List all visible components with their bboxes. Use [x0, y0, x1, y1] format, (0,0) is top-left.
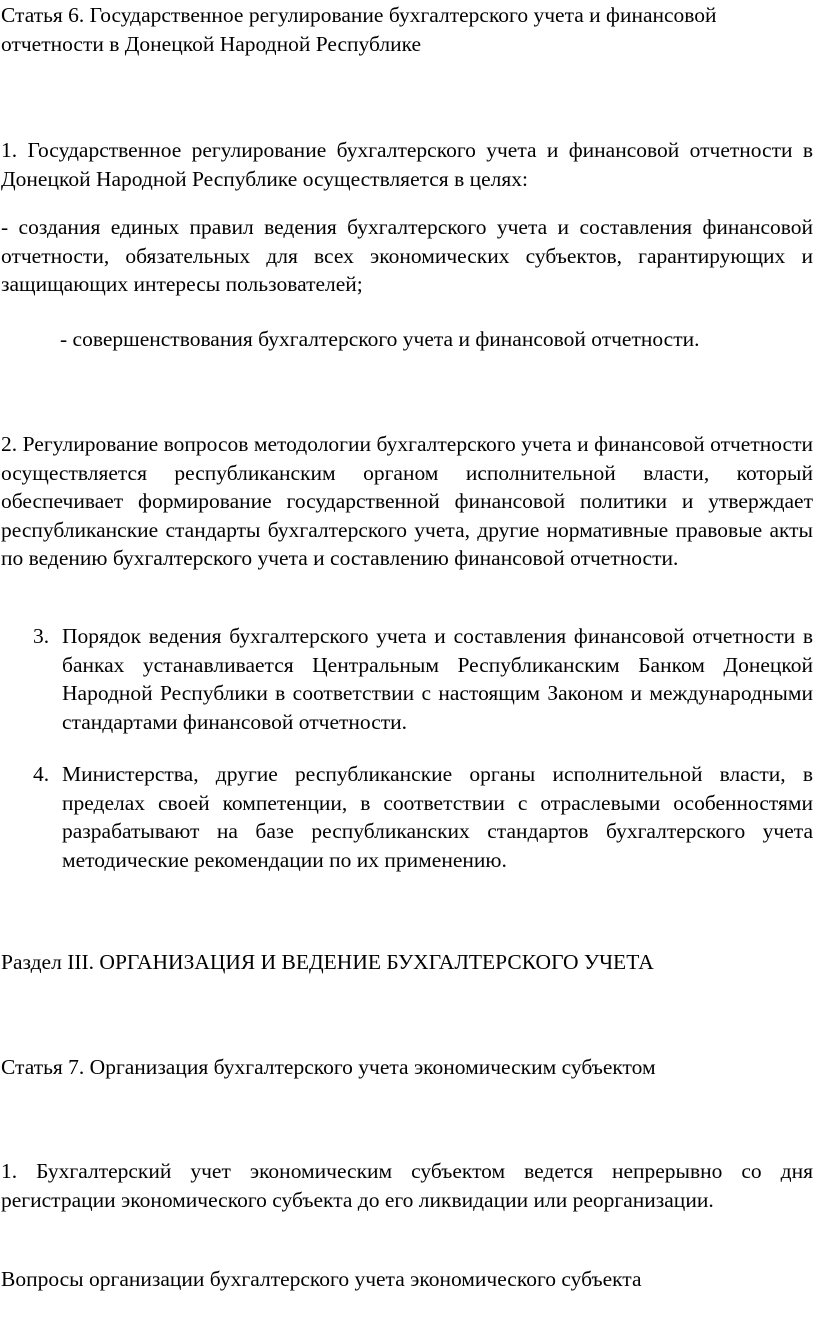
list-item-text: Министерства, другие республиканские органы исполнительной власти, в пределах своей компетенции, в соответствии с отраслевыми особенностями разрабатывают на базе республиканских стандартов бухгалтерского учета методические рекомендации по их применению.: [62, 762, 813, 872]
list-item-text: Порядок ведения бухгалтерского учета и составления финансовой отчетности в банках устанавливается Центральным Республиканским Банком Донецкой Народной Республики в соответствии с настоящим Законом и международными стандартами финансовой отчетности.: [62, 624, 813, 734]
article-7-heading: Статья 7. Организация бухгалтерского учета экономическим субъектом: [1, 1055, 656, 1079]
section-3-heading: Раздел III. ОРГАНИЗАЦИЯ И ВЕДЕНИЕ БУХГАЛТЕРСКОГО УЧЕТА: [1, 950, 654, 974]
article-6-paragraph-2: 2. Регулирование вопросов методологии бухгалтерского учета и финансовой отчетности осуществляется республиканским органом исполнительной власти, который обеспечивает формирование государственной финансовой политики и утверждает республиканские стандарты бухгалтерского учета, другие нормативные правовые акты по ведению бухгалтерского учета и составлению финансовой отчетности.: [1, 432, 813, 570]
article-7-paragraph-1: 1. Бухгалтерский учет экономическим субъектом ведется непрерывно со дня регистрации экономического субъекта до его ликвидации или реорганизации.: [1, 1159, 813, 1212]
article-6-paragraph-3: [0, 622, 813, 736]
article-6-heading: Статья 6. Государственное регулирование бухгалтерского учета и финансовой отчетности в Донецкой Народной Республике: [1, 3, 717, 56]
article-6-paragraph-1: 1. Государственное регулирование бухгалтерского учета и финансовой отчетности в Донецкой Народной Республике осуществляется в целях:: [1, 138, 813, 191]
list-number: 3.: [33, 624, 50, 648]
article-7-paragraph-2: Вопросы организации бухгалтерского учета экономического субъекта: [1, 1267, 642, 1291]
article-6-paragraph-1-dash-item-1: - создания единых правил ведения бухгалтерского учета и составления финансовой отчетности, обязательных для всех экономических субъектов, гарантирующих и защищающих интересы пользователей;: [1, 215, 813, 296]
article-6-paragraph-1-dash-item-2: - совершенствования бухгалтерского учета и финансовой отчетности.: [60, 327, 700, 351]
list-number: 4.: [33, 762, 50, 786]
article-6-paragraph-4: [0, 760, 813, 874]
